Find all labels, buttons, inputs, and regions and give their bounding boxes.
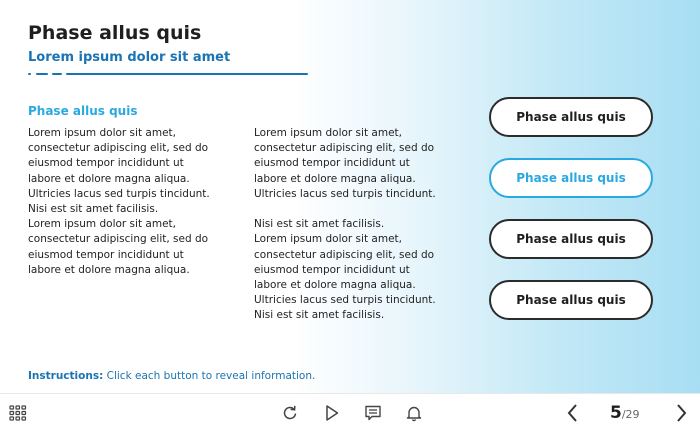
reveal-button-2[interactable]: Phase allus quis [489,158,653,198]
notes-icon[interactable] [362,402,384,424]
text-line: Ultricies lacus sed turpis tincidunt. [254,187,436,200]
text-line: Lorem ipsum dolor sit amet, [28,218,176,231]
text-line: eiusmod tempor incididunt ut [254,157,410,170]
page-title: Phase allus quis [28,22,202,44]
text-line: Nisi est sit amet facilisis. [254,218,385,231]
text-line: eiusmod tempor incididunt ut [254,263,410,276]
text-line: consectetur adipiscing elit, sed do [28,233,209,246]
text-line: eiusmod tempor incididunt ut [28,157,184,170]
text-line: Lorem ipsum dolor sit amet, [28,127,176,139]
replay-icon[interactable] [279,402,301,424]
text-line: Nisi est sit amet facilisis. [28,203,159,216]
page-subtitle: Lorem ipsum dolor sit amet [28,50,231,65]
play-icon[interactable] [321,402,343,424]
menu-grid-icon[interactable] [7,402,29,424]
text-line: consectetur adipiscing elit, sed do [28,142,209,155]
instructions-text: Click each button to reveal information. [103,370,316,382]
text-line: Ultricies lacus sed turpis tincidunt. [254,294,436,307]
total-slides: /29 [621,408,640,421]
text-line: Nisi est sit amet facilisis. [254,309,385,322]
current-slide-number: 5 [610,403,622,423]
text-line: labore et dolore magna aliqua. [254,172,416,185]
text-column-1 [28,126,238,278]
section-heading: Phase allus quis [28,104,138,118]
text-line: Ultricies lacus sed turpis tincidunt. [28,187,210,200]
text-line: consectetur adipiscing elit, sed do [254,142,435,155]
text-column-2 [254,126,464,324]
slide-counter [610,403,640,423]
instructions-label: Instructions: [28,370,104,382]
text-line: eiusmod tempor incididunt ut [28,248,184,261]
reveal-button-4[interactable]: Phase allus quis [489,280,653,320]
bell-icon[interactable] [403,402,425,424]
reveal-button-3[interactable]: Phase allus quis [489,219,653,259]
text-line: labore et dolore magna aliqua. [254,279,416,292]
instructions [28,370,315,382]
text-line: Lorem ipsum dolor sit amet, [254,127,402,139]
reveal-button-1[interactable]: Phase allus quis [489,97,653,137]
text-line: labore et dolore magna aliqua. [28,263,190,276]
text-line: consectetur adipiscing elit, sed do [254,248,435,261]
next-slide-icon[interactable] [670,402,692,424]
prev-slide-icon[interactable] [562,402,584,424]
text-line: labore et dolore magna aliqua. [28,172,190,185]
text-line: Lorem ipsum dolor sit amet, [254,233,402,246]
player-toolbar [0,393,700,430]
